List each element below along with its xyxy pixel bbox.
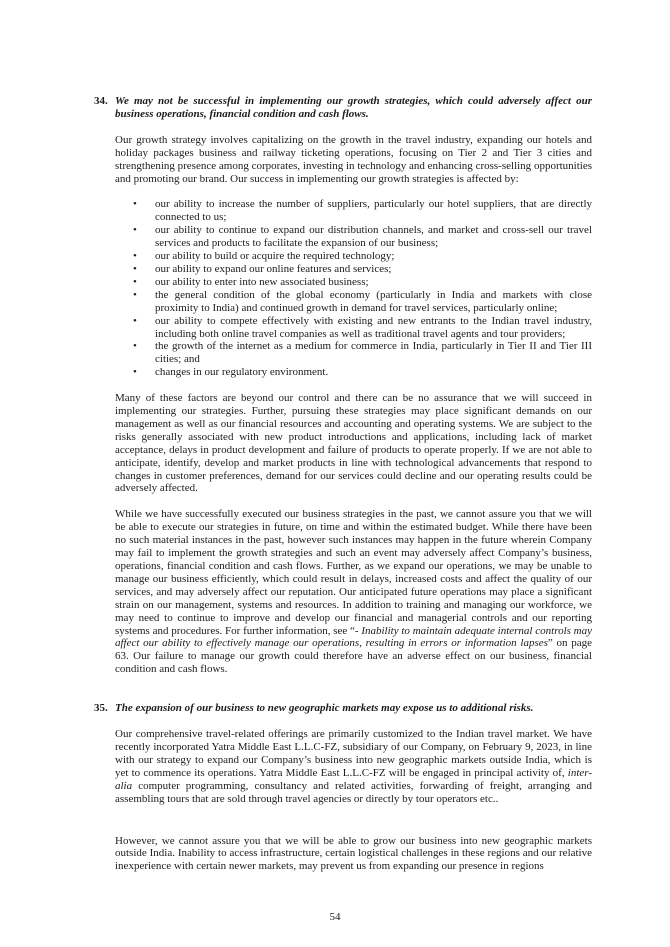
- text-segment: Our growth strategy involves capitalizing on the growth in the travel industry, expanding our hotels and holiday packages business and railway ticketing operations, focusing on Tier 2 and Tier 3 cities and strengthening presence among corporates, investing in technology and enhancing cross-selling opportunities and promoting our brand. Our success in implementing our growth strategies is affected by:: [115, 133, 592, 185]
- bullet-item: • our ability to compete effectively with existing and new entrants to the Indian travel industry, including both online travel companies as well as traditional travel agents and tour providers;: [115, 315, 592, 341]
- bullet-item: • the growth of the internet as a medium for commerce in India, particularly in Tier II and Tier III cities; and: [115, 340, 592, 366]
- bullet-item: • our ability to increase the number of suppliers, particularly our hotel suppliers, that are directly connected to us;: [115, 198, 592, 224]
- paragraph: [115, 134, 592, 186]
- text-segment: Many of these factors are beyond our control and there can be no assurance that we will succeed in implementing our strategies. Further, pursuing these strategies may place significant demands on our management as well as our financial resources and accounting and operating systems. We are subject to the risks generally associated with new product introductions and applications, including lack of market acceptance, delays in product development and failure of products to operate properly. If we are not able to anticipate, identify, develop and market products in line with technological advancements that respond to changes in customer preferences, demand for our services could decline and our operating results could be adversely affected.: [115, 392, 592, 495]
- section-heading: [94, 702, 592, 715]
- text-segment: - Inability to maintain adequate internal controls may affect our ability to effectively manage our operations, resulting in errors or information lapses: [115, 624, 592, 650]
- paragraph: [115, 392, 592, 495]
- bullet-item: • the general condition of the global economy (particularly in India and markets with close proximity to India) and continued growth in demand for travel services, particularly online;: [115, 289, 592, 315]
- bullet-list: [115, 198, 592, 379]
- bullet-item: • our ability to expand our online features and services;: [115, 263, 592, 276]
- text-segment: While we have successfully executed our business strategies in the past, we cannot assure you that we will be able to execute our strategies in future, on time and within the estimated budget. While there have been no such material instances in the past, however such instances may happen in the future wherein Company may fail to implement the growth strategies and such an event may adversely affect Company’s business, operations, financial condition and cash flows. Further, as we expand our operations, we may be unable to manage our business efficiently, which could result in delays, increased costs and affect the quality of our services, and may adversely affect our reputation. Our anticipated future operations may place a significant strain on our management, systems and resources. In addition to training and managing our workforce, we may need to continue to improve and develop our financial and managerial controls and our reporting systems and procedures. For further information, see “: [115, 508, 592, 637]
- document-body: [94, 95, 592, 886]
- text-segment: computer programming, consultancy and related activities, forwarding of freight, arranging and assembling tours that are sold through travel agencies or directly by tour operators etc..: [115, 779, 592, 805]
- paragraph: [115, 508, 592, 676]
- text-segment: Our comprehensive travel-related offerings are primarily customized to the Indian travel market. We have recently incorporated Yatra Middle East L.L.C-FZ, subsidiary of our Company, on February 9, 2023, in line with our strategy to expand our Company’s business into new geographic markets outside India, which is yet to commence its operations. Yatra Middle East L.L.C-FZ will be engaged in principal activity of,: [115, 728, 592, 779]
- paragraph: [115, 728, 592, 805]
- text-segment: However, we cannot assure you that we will be able to grow our business into new geographic markets outside India. Inability to access infrastructure, certain logistical challenges in these regions and our relative inexperience with certain newer markets, may prevent us from expanding our presence in regions: [115, 834, 592, 873]
- paragraph: [115, 835, 592, 874]
- text-segment: inter-alia: [115, 766, 592, 792]
- page-number: 54: [329, 911, 341, 923]
- bullet-item: • our ability to enter into new associated business;: [115, 276, 592, 289]
- bullet-item: • changes in our regulatory environment.: [115, 366, 592, 379]
- section-heading-text: The expansion of our business to new geographic markets may expose us to additional risks.: [115, 702, 534, 715]
- section-heading: [94, 95, 592, 121]
- section-number: 35.: [94, 702, 108, 715]
- bullet-item: • our ability to continue to expand our distribution channels, and market and cross-sell our travel services and products to facilitate the expansion of our business;: [115, 224, 592, 250]
- bullet-item: • our ability to build or acquire the required technology;: [115, 250, 592, 263]
- text-segment: ” on page 63. Our failure to manage our growth could therefore have an adverse effect on our business, financial condition and cash flows.: [115, 637, 592, 676]
- paragraph-spacer: [115, 819, 592, 835]
- section-heading-text: We may not be successful in implementing our growth strategies, which could adversely affect our business operations, financial condition and cash flows.: [115, 95, 592, 120]
- section-number: 34.: [94, 95, 108, 107]
